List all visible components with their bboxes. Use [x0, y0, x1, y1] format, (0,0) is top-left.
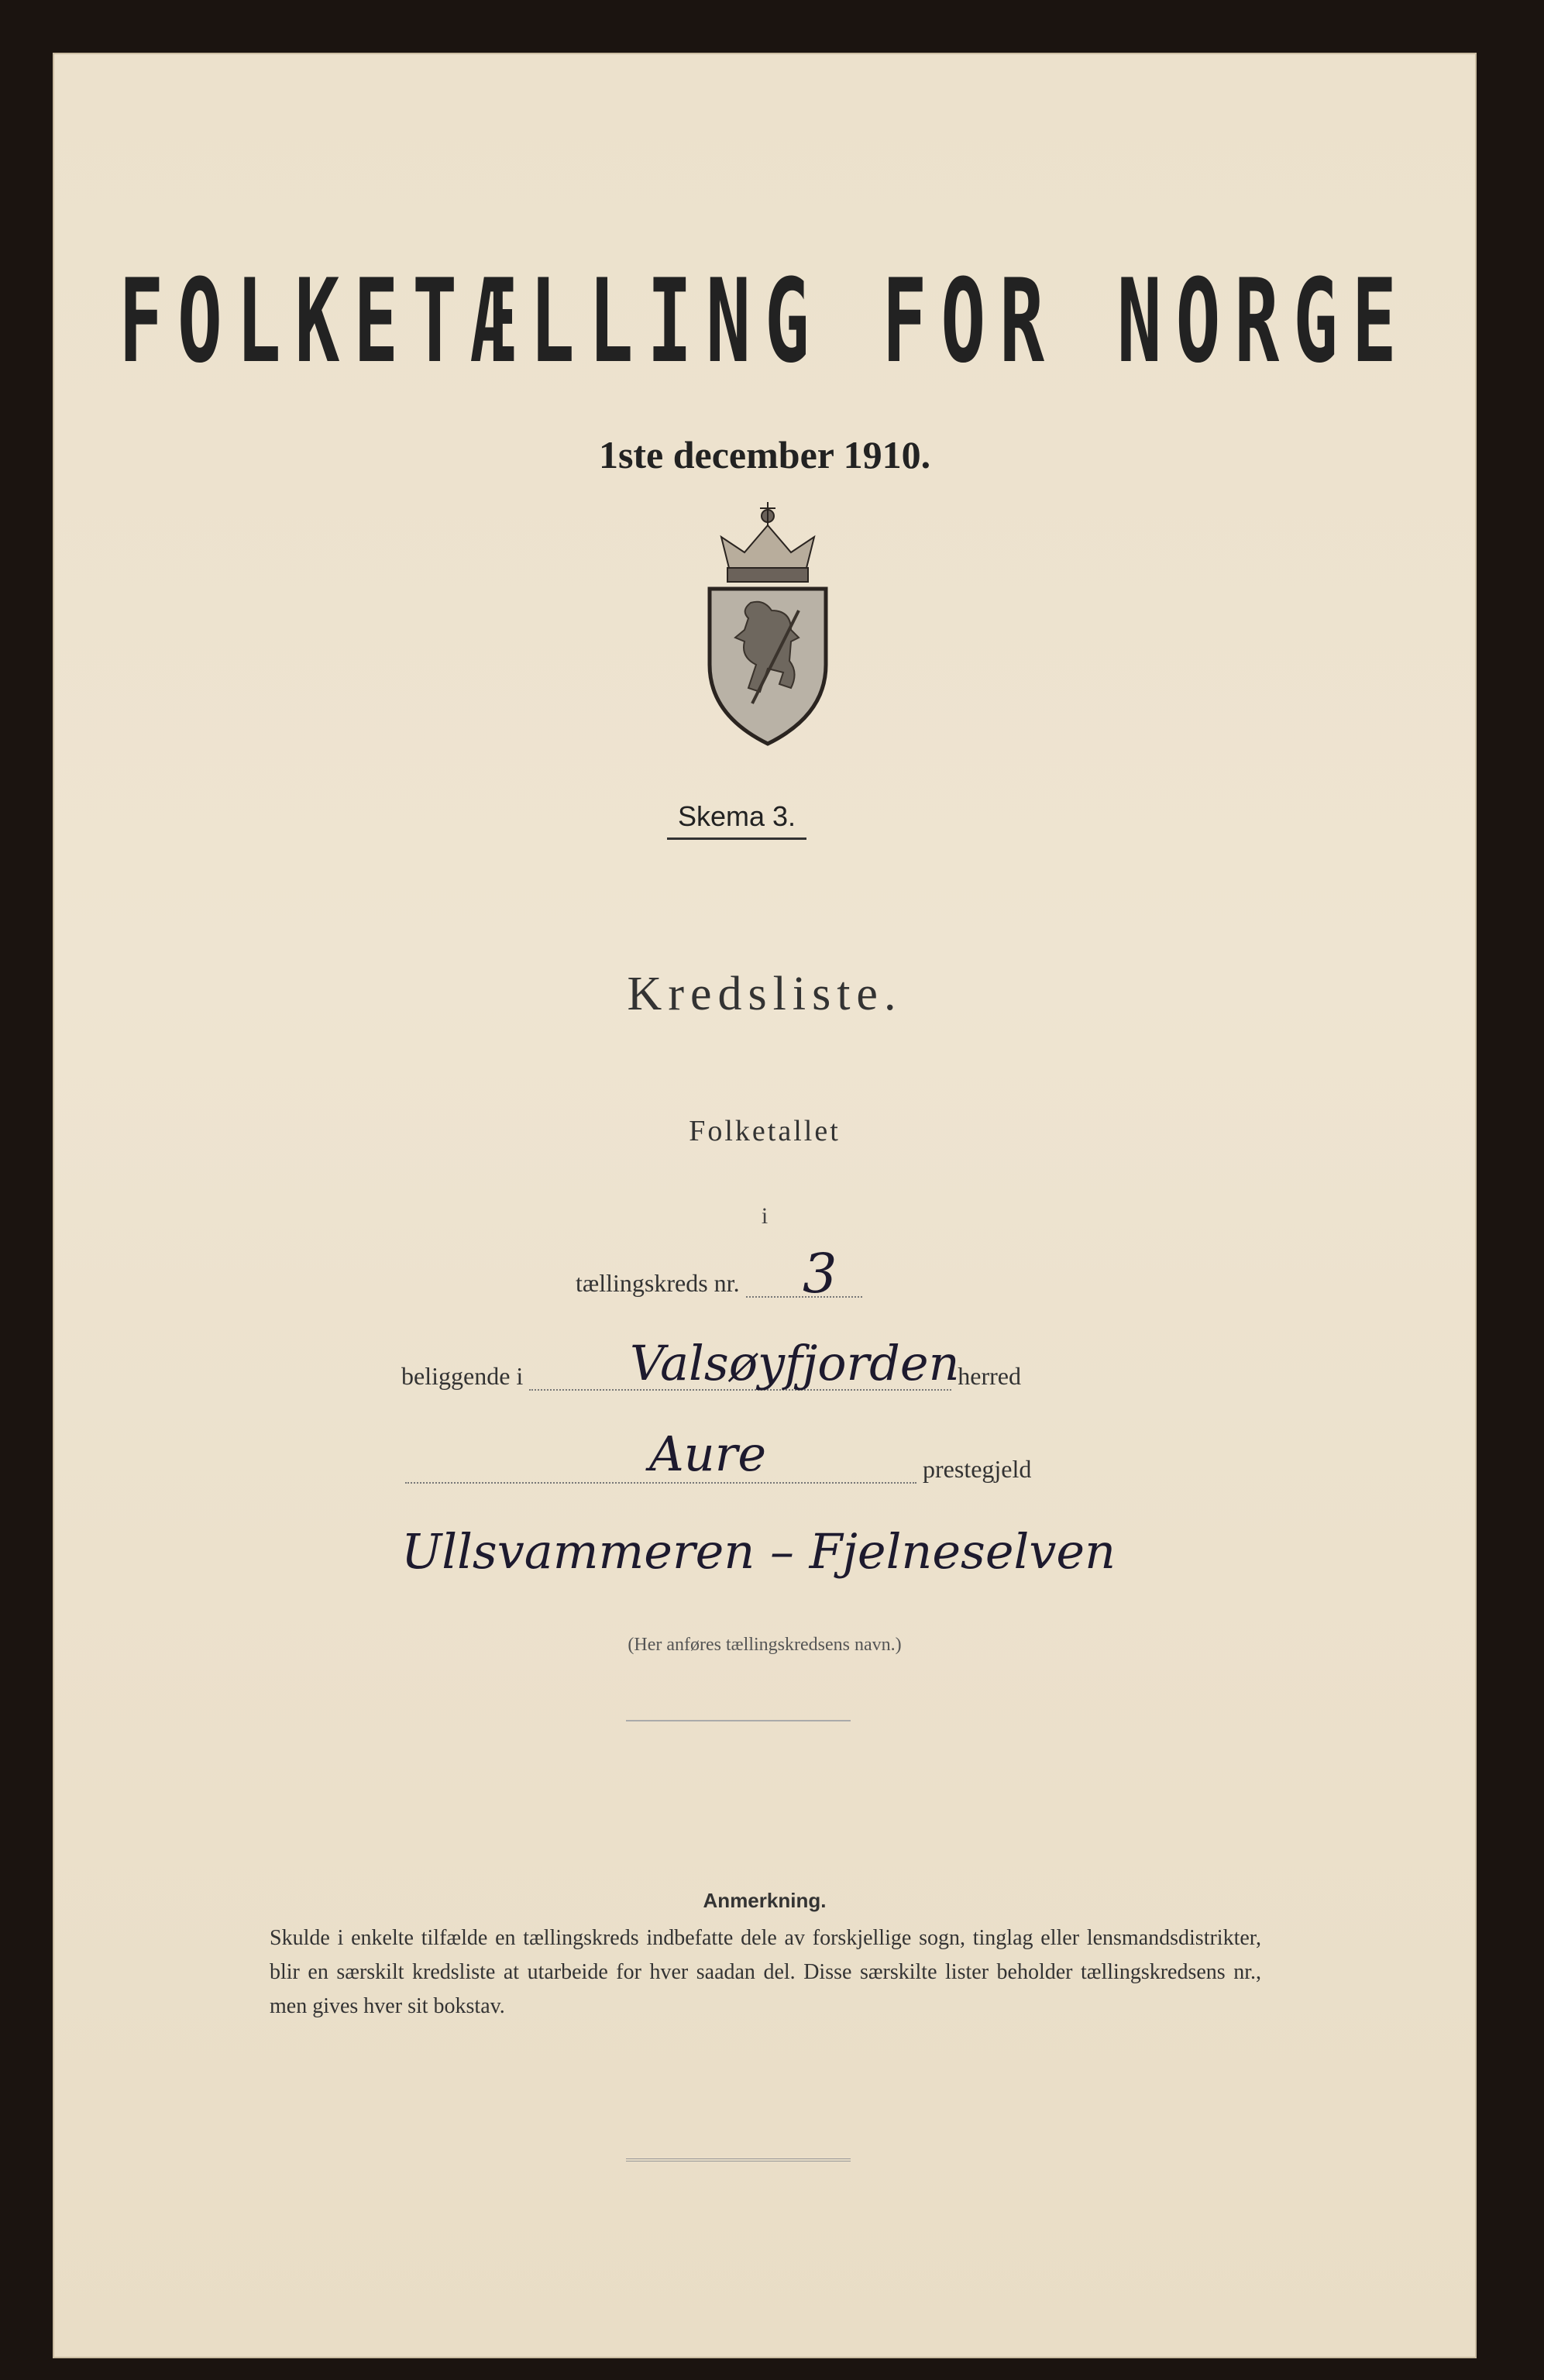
- beliggende-label: beliggende i: [401, 1362, 524, 1390]
- page-title: FOLKETÆLLING FOR NORGE: [119, 254, 1411, 389]
- remark-text: Skulde i enkelte tilfælde en tællingskreds indbefatte dele av forskjellige sogn, tinglag eller lensmandsdistrikter, blir en særskilt kredsliste at utarbeide for hver saadan del. Disse særskilte lister beholder tællingskredsens nr., men gives hver sit bokstav.: [270, 1926, 1261, 2018]
- herred-value: Valsøyfjorden: [630, 1335, 960, 1391]
- remark-title: Anmerkning.: [703, 1889, 827, 1912]
- prestegjeld-value: Aure: [649, 1426, 767, 1482]
- schema-number: Skema 3.: [667, 800, 806, 840]
- kreds-name-caption: (Her anføres tællingskredsens navn.): [628, 1635, 902, 1655]
- krets-number-label: tællingskreds nr.: [576, 1269, 740, 1297]
- herred-label: herred: [958, 1362, 1021, 1390]
- census-date: 1ste december 1910.: [598, 433, 931, 476]
- norwegian-coat-of-arms-icon: [675, 494, 861, 750]
- divider: [626, 1720, 851, 1721]
- kreds-name-value: Ullsvammeren – Fjelneselven: [401, 1523, 1116, 1580]
- census-form-page: [53, 53, 1477, 2358]
- preposition-i: i: [761, 1203, 769, 1229]
- form-heading: Kredsliste.: [627, 968, 903, 1020]
- prestegjeld-label: prestegjeld: [923, 1455, 1032, 1483]
- form-subheading: Folketallet: [689, 1115, 841, 1147]
- divider: [626, 2158, 851, 2162]
- krets-number-value: 3: [803, 1242, 837, 1305]
